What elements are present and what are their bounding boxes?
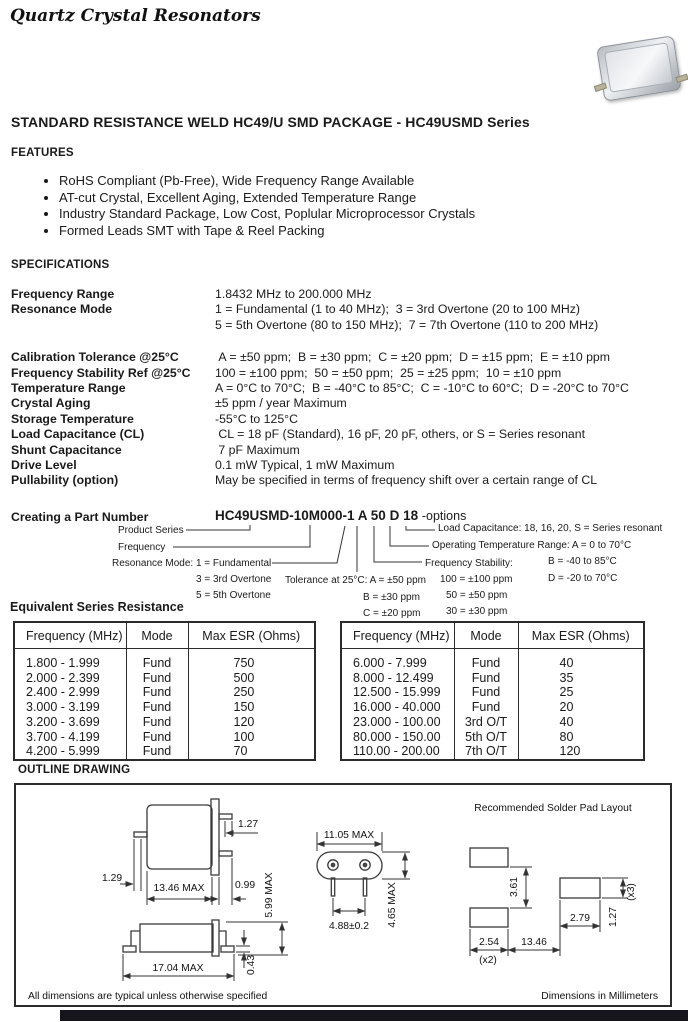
note-dimensions-typical: All dimensions are typical unless otherwise specified [28, 991, 268, 1002]
specifications-table [11, 287, 683, 489]
esr-row [341, 700, 644, 715]
esr-cell: Fund [126, 730, 188, 745]
esr-cell: 40 [518, 649, 644, 671]
dimension-label: 17.04 MAX [152, 963, 204, 974]
esr-cell: 150 [188, 700, 315, 715]
esr-cell: Fund [454, 671, 518, 686]
feature-item: • Formed Leads SMT with Tape & Reel Packing [59, 224, 475, 237]
spec-label: Resonance Mode [11, 302, 113, 317]
esr-table-right [340, 621, 645, 761]
esr-cell: 20 [518, 700, 644, 715]
esr-cell: 3.700 - 4.199 [26, 729, 100, 744]
part-number-value [215, 508, 466, 523]
esr-cell: Fund [126, 671, 188, 686]
esr-col-maxesr: Max ESR (Ohms) [188, 622, 315, 649]
esr-row [14, 744, 315, 760]
esr-cell: 110.00 - 200.00 [353, 744, 440, 759]
esr-cell: Fund [454, 700, 518, 715]
spec-row [11, 427, 683, 442]
label-resonance-5: 5 = 5th Overtone [196, 590, 271, 601]
spec-row [11, 287, 683, 302]
esr-cell: 35 [518, 671, 644, 686]
spec-label: Pullability (option) [11, 473, 119, 488]
part-number-code: HC49USMD-10M000-1 A 50 D 18 [215, 508, 419, 523]
dimension-label: 0.43 [246, 954, 257, 976]
esr-cell: 2.400 - 2.999 [26, 685, 100, 700]
esr-cell: 5th O/T [454, 730, 518, 745]
esr-row [341, 649, 644, 671]
outline-drawing-heading: OUTLINE DRAWING [18, 764, 131, 776]
esr-cell: Fund [126, 700, 188, 715]
label-tolerance-b: B = ±30 ppm [363, 592, 420, 603]
side-view [123, 920, 234, 956]
esr-cell: 8.000 - 12.499 [353, 670, 434, 685]
spec-value: CL = 18 pF (Standard), 16 pF, 20 pF, others, or S = Series resonant [215, 427, 586, 442]
label-operating-temp: Operating Temperature Range: A = 0 to 70°C [432, 540, 632, 551]
spec-value: 7 pF Maximum [215, 442, 300, 457]
label-op-temp-d: D = -20 to 70°C [548, 573, 618, 584]
dimension-label: (x3) [626, 883, 637, 901]
part-number-heading: Creating a Part Number [11, 510, 149, 524]
spec-row [11, 350, 683, 365]
esr-row [14, 700, 315, 715]
dimension-label: 4.65 MAX [387, 882, 398, 928]
label-frequency-stability: Frequency Stability: [425, 558, 513, 569]
esr-cell: 3.200 - 3.699 [26, 714, 100, 729]
crystal-can-face [604, 42, 674, 93]
label-stability-50: 50 = ±50 ppm [446, 590, 508, 601]
esr-cell: Fund [126, 649, 188, 671]
esr-cell: 7th O/T [454, 744, 518, 760]
product-photo [598, 36, 682, 102]
esr-cell: 3.000 - 3.199 [26, 700, 100, 715]
esr-col-maxesr: Max ESR (Ohms) [518, 622, 644, 649]
plan-view [134, 799, 232, 875]
esr-cell: 250 [188, 685, 315, 700]
esr-table-left [13, 621, 316, 761]
esr-row [14, 715, 315, 730]
spec-value: 1 = Fundamental (1 to 40 MHz); 3 = 3rd Overtone (20 to 100 MHz) 5 = 5th Overtone (80 to 150 MHz); 7 = 7th Overtone (110 to 200 MHz) [215, 302, 599, 332]
esr-cell: 120 [518, 744, 644, 760]
spec-row [11, 473, 683, 488]
esr-cell: Fund [126, 744, 188, 760]
dimension-label: 1.27 [608, 906, 619, 928]
dimension-label: 5.99 MAX [264, 872, 275, 918]
outline-drawing-box [14, 783, 672, 1007]
esr-cell: 500 [188, 671, 315, 686]
esr-row [14, 730, 315, 745]
spec-label: Load Capacitance (CL) [11, 427, 145, 442]
spec-label: Drive Level [11, 458, 77, 473]
spec-row [11, 458, 683, 473]
features-heading: FEATURES [11, 147, 74, 159]
part-number-options-suffix: -options [421, 509, 467, 523]
esr-row [341, 685, 644, 700]
page-title: STANDARD RESISTANCE WELD HC49/U SMD PACKAGE - HC49USMD Series [11, 114, 530, 130]
spec-row [11, 396, 683, 411]
label-load-capacitance: Load Capacitance: 18, 16, 20, S = Series resonant [438, 523, 663, 534]
spec-label: Calibration Tolerance @25°C [11, 350, 179, 365]
note-dimensions-mm: Dimensions in Millimeters [541, 991, 658, 1002]
dimension-label: 3.61 [509, 876, 520, 898]
esr-row [341, 730, 644, 745]
label-tolerance-c: C = ±20 ppm [363, 608, 421, 619]
esr-cell: 23.000 - 100.00 [353, 714, 441, 729]
dimension-label: 0.99 [235, 880, 256, 891]
spec-row [11, 412, 683, 427]
footer-bar [60, 1010, 688, 1021]
esr-heading: Equivalent Series Resistance [10, 600, 184, 614]
dimension-label: 2.79 [569, 913, 591, 924]
esr-cell: 40 [518, 715, 644, 730]
crystal-lead-left [594, 83, 607, 92]
esr-header-row [341, 622, 644, 649]
features-list [44, 174, 475, 240]
dimension-label: 1.29 [102, 873, 123, 884]
crystal-can [596, 35, 682, 102]
esr-col-mode: Mode [126, 622, 188, 649]
esr-row [341, 744, 644, 760]
spec-value: May be specified in terms of frequency shift over a certain range of CL [215, 473, 598, 488]
esr-header-row [14, 622, 315, 649]
outline-drawing [16, 785, 670, 1005]
solder-pad-title: Recommended Solder Pad Layout [474, 803, 632, 814]
spec-row [11, 443, 683, 458]
esr-col-mode: Mode [454, 622, 518, 649]
esr-row [341, 671, 644, 686]
spec-label: Crystal Aging [11, 396, 91, 411]
esr-col-frequency: Frequency (MHz) [14, 622, 126, 649]
esr-col-frequency: Frequency (MHz) [341, 622, 454, 649]
spec-label: Frequency Stability Ref @25°C [11, 365, 191, 380]
esr-cell: 4.200 - 5.999 [26, 744, 100, 759]
spec-label: Storage Temperature [11, 411, 134, 426]
esr-cell: 80.000 - 150.00 [353, 729, 441, 744]
label-tolerance: Tolerance at 25°C: A = ±50 ppm [285, 575, 426, 586]
brand-title: Quartz Crystal Resonators [10, 6, 261, 26]
esr-cell: Fund [454, 685, 518, 700]
esr-cell: 3rd O/T [454, 715, 518, 730]
dimension-label: (x2) [479, 955, 497, 966]
esr-row [14, 685, 315, 700]
dimension-label: 1.27 [238, 819, 259, 830]
esr-cell: 750 [188, 649, 315, 671]
dimension-label: 11.05 MAX [323, 830, 375, 841]
esr-cell: 1.800 - 1.999 [26, 656, 100, 670]
dimension-label: 4.88±0.2 [328, 921, 370, 932]
esr-cell: 6.000 - 7.999 [353, 656, 427, 670]
label-resonance-mode: Resonance Mode: 1 = Fundamental [112, 558, 272, 569]
spec-row [11, 381, 683, 396]
spec-value: 0.1 mW Typical, 1 mW Maximum [215, 458, 395, 473]
esr-cell: Fund [126, 685, 188, 700]
spec-row [11, 302, 683, 333]
feature-item: • AT-cut Crystal, Excellent Aging, Extended Temperature Range [59, 191, 475, 204]
spec-label: Shunt Capacitance [11, 442, 122, 457]
spec-value: 100 = ±100 ppm; 50 = ±50 ppm; 25 = ±25 ppm; 10 = ±10 ppm [215, 365, 562, 380]
spec-label: Temperature Range [11, 381, 126, 396]
crystal-lead-right [675, 74, 688, 83]
esr-cell: Fund [126, 715, 188, 730]
dimension-label: 2.54 [478, 937, 500, 948]
esr-row [341, 715, 644, 730]
label-resonance-3: 3 = 3rd Overtone [196, 574, 272, 585]
dimension-label: 13.46 [521, 937, 547, 948]
esr-cell: 70 [188, 744, 315, 760]
label-frequency: Frequency [118, 542, 166, 553]
esr-cell: 120 [188, 715, 315, 730]
label-op-temp-b: B = -40 to 85°C [548, 556, 617, 567]
esr-cell: 12.500 - 15.999 [353, 685, 441, 700]
spec-value: ±5 ppm / year Maximum [215, 396, 347, 411]
esr-row [14, 649, 315, 671]
spec-label: Frequency Range [11, 287, 115, 301]
esr-cell: 80 [518, 730, 644, 745]
esr-cell: 16.000 - 40.000 [353, 700, 441, 715]
end-view [317, 852, 382, 896]
specifications-heading: SPECIFICATIONS [11, 259, 110, 271]
feature-item: • Industry Standard Package, Low Cost, Poplular Microprocessor Crystals [59, 207, 475, 220]
esr-cell: 25 [518, 685, 644, 700]
label-stability-100: 100 = ±100 ppm [440, 574, 513, 585]
spec-value: -55°C to 125°C [215, 411, 298, 426]
esr-cell: 2.000 - 2.399 [26, 670, 100, 685]
feature-item: • RoHS Compliant (Pb-Free), Wide Frequency Range Available [59, 174, 475, 187]
esr-cell: 100 [188, 730, 315, 745]
label-product-series: Product Series [118, 525, 184, 536]
spec-row [11, 366, 683, 381]
spec-value: A = 0°C to 70°C; B = -40°C to 85°C; C = -10°C to 60°C; D = -20°C to 70°C [215, 381, 629, 396]
dimension-label: 13.46 MAX [153, 883, 205, 894]
esr-row [14, 671, 315, 686]
spec-value: 1.8432 MHz to 200.000 MHz [215, 287, 372, 301]
esr-cell: Fund [454, 649, 518, 671]
label-stability-30: 30 = ±30 ppm [446, 606, 508, 617]
spec-value: A = ±50 ppm; B = ±30 ppm; C = ±20 ppm; D = ±15 ppm; E = ±10 ppm [215, 350, 611, 365]
